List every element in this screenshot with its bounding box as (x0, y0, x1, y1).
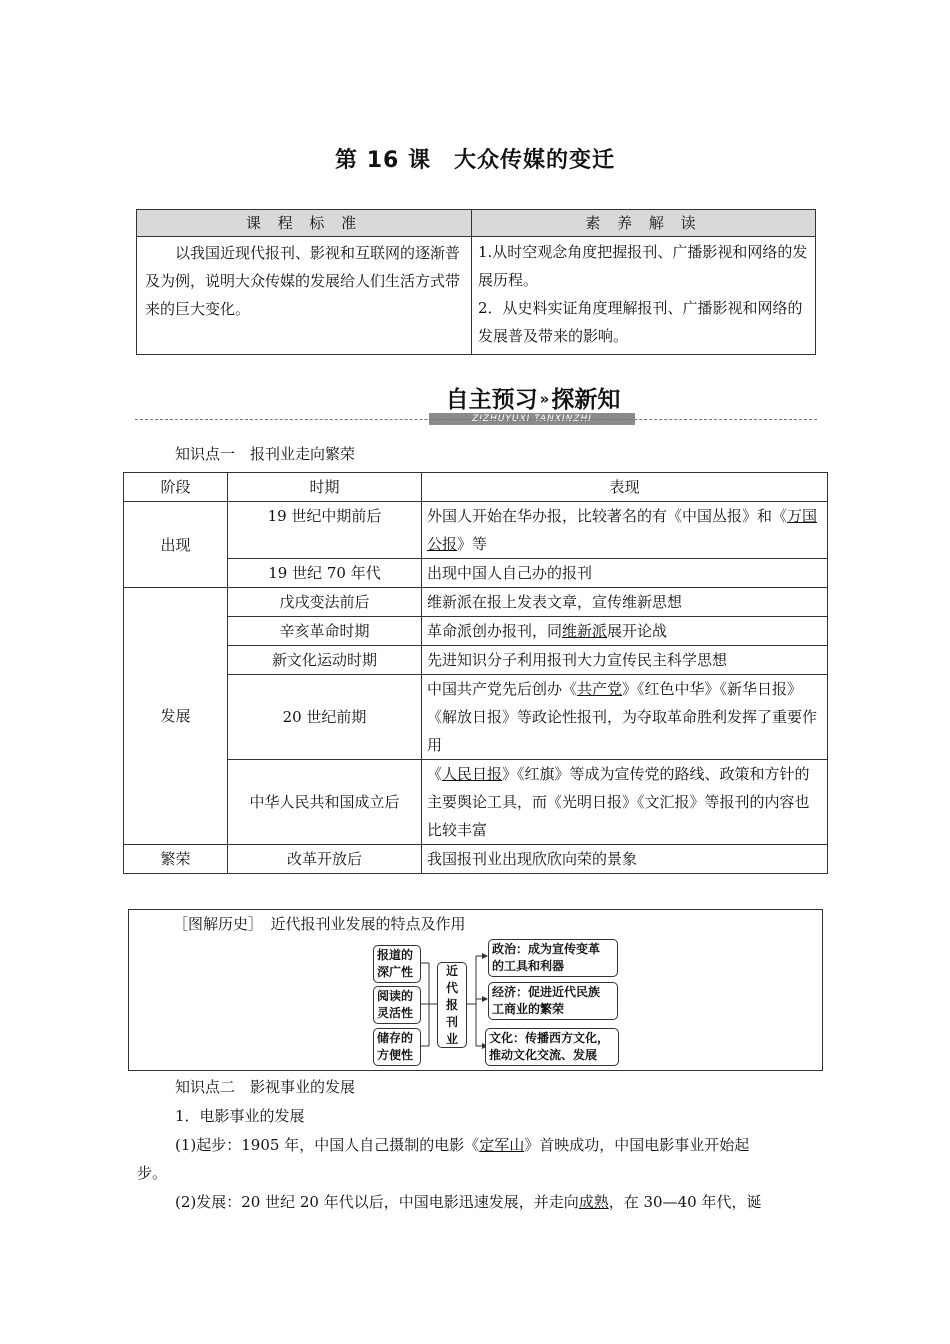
stage-cell: 繁荣 (124, 845, 228, 874)
banner-text-1: 自主预习 (445, 387, 538, 413)
stage-cell: 出现 (124, 502, 228, 588)
literacy-item: 1.从时空观念角度把握报刊、广播影视和网络的发展历程。 (478, 243, 808, 289)
underlined-term: 人民日报 (442, 765, 503, 783)
diagram-feature-node: 报道的 深广性 (373, 945, 421, 983)
performance-cell: 我国报刊业出现欣欣向荣的景象 (422, 845, 828, 874)
diagram-center-node: 近 代 报 刊 业 (437, 962, 467, 1048)
diagram-effect-node: 政治：成为宣传变革 的工具和利器 (488, 939, 618, 977)
kp2-subheading: 1．电影事业的发展 (175, 1107, 305, 1125)
performance-cell: 革命派创办报刊，同维新派展开论战 (422, 617, 828, 646)
period-cell: 19 世纪 70 年代 (228, 559, 422, 588)
banner-text-2: 探新知 (551, 387, 621, 413)
underlined-term: 定军山 (479, 1136, 525, 1154)
standards-left-text: 以我国近现代报刊、影视和互联网的逐渐普及为例，说明大众传媒的发展给人们生活方式带来的巨大变化。 (137, 237, 472, 355)
diagram-effect-node: 文化：传播西方文化， 推动文化交流、发展 (485, 1028, 619, 1066)
col-header-stage: 阶段 (124, 473, 228, 502)
period-cell: 戊戌变法前后 (228, 588, 422, 617)
performance-cell: 外国人开始在华办报，比较著名的有《中国丛报》和《万国公报》等 (422, 502, 828, 559)
col-header-period: 时期 (228, 473, 422, 502)
standards-table (136, 209, 816, 355)
stage-cell: 发展 (124, 588, 228, 845)
period-cell: 19 世纪中期前后 (228, 502, 422, 559)
period-cell: 辛亥革命时期 (228, 617, 422, 646)
kp2-paragraph: (1)起步：1905 年，中国人自己摄制的电影《定军山》首映成功，中国电影事业开始起 (175, 1136, 750, 1154)
period-cell: 改革开放后 (228, 845, 422, 874)
kp2-paragraph: (2)发展：20 世纪 20 年代以后，中国电影迅速发展，并走向成熟，在 30—40 年代，诞 (175, 1193, 762, 1211)
underlined-term: 万国公报 (427, 507, 818, 553)
period-cell: 20 世纪前期 (228, 675, 422, 760)
standards-header-left: 课 程 标 准 (137, 210, 472, 237)
dashed-divider (135, 419, 817, 420)
diagram-effect-node: 经济：促进近代民族 工商业的繁荣 (488, 982, 618, 1020)
col-header-performance: 表现 (422, 473, 828, 502)
diagram-feature-node: 储存的 方便性 (373, 1028, 421, 1066)
underlined-term: 共产党 (577, 680, 623, 698)
period-cell: 中华人民共和国成立后 (228, 760, 422, 845)
diagram-connectors (129, 910, 822, 1070)
literacy-item: 2．从史料实证角度理解报刊、广播影视和网络的发展普及带来的影响。 (478, 299, 803, 345)
page-title: 第 16 课 大众传媒的变迁 (335, 148, 615, 173)
kp2-paragraph-cont: 步。 (137, 1164, 168, 1182)
kp2-heading: 知识点二 影视事业的发展 (175, 1078, 356, 1096)
standards-header-right: 素 养 解 读 (472, 210, 816, 237)
performance-cell: 中国共产党先后创办《共产党》《红色中华》《新华日报》《解放日报》等政论性报刊，为夺取革命胜利发挥了重要作用 (422, 675, 828, 760)
banner-subtitle: ZIZHUYUXI TANXINZHI (429, 413, 635, 425)
kp1-heading: 知识点一 报刊业走向繁荣 (175, 445, 356, 463)
underlined-term: 成熟 (578, 1193, 609, 1211)
press-table (123, 472, 828, 874)
double-arrow-icon: » (539, 390, 550, 408)
performance-cell: 先进知识分子利用报刊大力宣传民主科学思想 (422, 646, 828, 675)
underlined-term: 维新派 (562, 622, 608, 640)
section-banner (423, 381, 643, 429)
performance-cell: 《人民日报》《红旗》等成为宣传党的路线、政策和方针的主要舆论工具，而《光明日报》《文汇报》等报刊的内容也比较丰富 (422, 760, 828, 845)
diagram-box (128, 909, 823, 1071)
diagram-feature-node: 阅读的 灵活性 (373, 986, 421, 1024)
period-cell: 新文化运动时期 (228, 646, 422, 675)
diagram-caption: ［图解历史］ 近代报刊业发展的特点及作用 (173, 915, 466, 933)
performance-cell: 出现中国人自己办的报刊 (422, 559, 828, 588)
performance-cell: 维新派在报上发表文章，宣传维新思想 (422, 588, 828, 617)
